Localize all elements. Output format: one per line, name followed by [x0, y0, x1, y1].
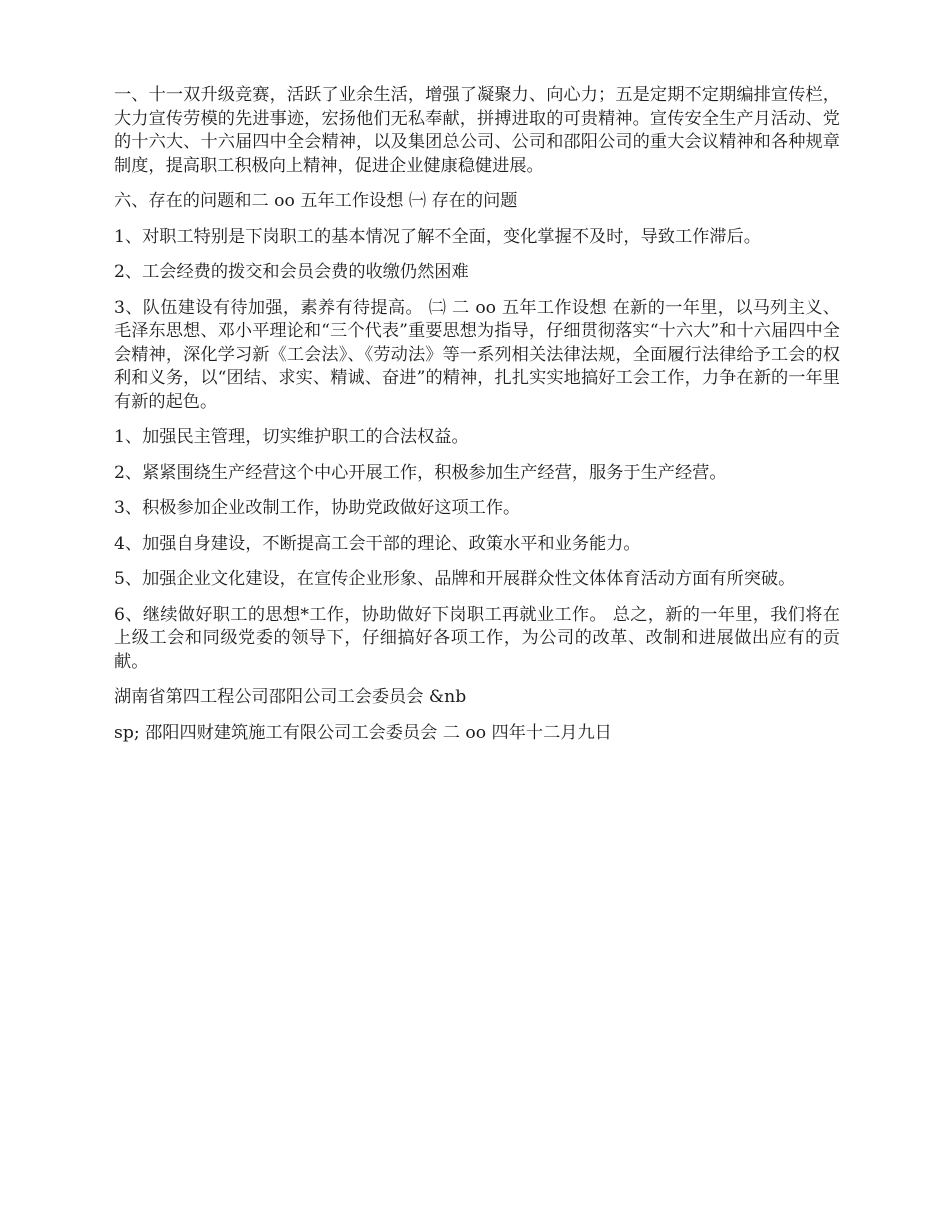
plan-item-1: 1、加强民主管理，切实维护职工的合法权益。 — [114, 427, 469, 447]
signature-line-2-date: sp; 邵阳四财建筑施工有限公司工会委员会 二 oo 四年十二月九日 — [114, 722, 612, 743]
plan-item-6-and-conclusion: 6、继续做好职工的思想*工作，协助做好下岗职工再就业工作。 总之，新的一年里，我们将在上级工会和同级党委的领导下，仔细搞好各项工作，为公司的改革、改制和进展做出应有的贡献。 — [114, 604, 840, 672]
section-heading-problems-and-plans: 六、存在的问题和二 oo 五年工作设想 ㈠ 存在的问题 — [114, 191, 518, 211]
plan-item-4: 4、加强自身建设，不断提高工会干部的理论、政策水平和业务能力。 — [114, 533, 641, 554]
problem-item-3-and-plan-intro: 3、队伍建设有待加强，素养有待提高。 ㈡ 二 oo 五年工作设想 在新的一年里，以马列主义、毛泽东思想、邓小平理论和“三个代表”重要思想为指导，仔细贯彻落实“十六大”和十六届四中全会精神，深化学习新《工会法》、《劳动法》等一系列相关法律法规，全面履行法律给予工会的权利和义务，以“团结、求实、精诚、奋进”的精神，扎扎实实地搞好工会工作，力争在新的一年里有新的起色。 — [114, 297, 840, 412]
plan-item-5: 5、加强企业文化建设，在宣传企业形象、品牌和开展群众性文体体育活动方面有所突破。 — [114, 569, 796, 589]
paragraph-activities-summary: 一、十一双升级竞赛，活跃了业余生活，增强了凝聚力、向心力；五是定期不定期编排宣传栏，大力宣传劳模的先进事迹，宏扬他们无私奉献，拼搏进取的可贵精神。宣传安全生产月活动、党的十六大、十六届四中全会精神，以及集团总公司、公司和邵阳公司的重大会议精神和各种规章制度，提高职工积极向上精神，促进企业健康稳健进展。 — [114, 85, 840, 176]
problem-item-2: 2、工会经费的拨交和会员会费的收缴仍然困难 — [114, 262, 469, 282]
plan-item-3: 3、积极参加企业改制工作，协助党政做好这项工作。 — [114, 498, 521, 518]
document-body — [114, 84, 840, 745]
plan-item-2: 2、紧紧围绕生产经营这个中心开展工作，积极参加生产经营，服务于生产经营。 — [114, 462, 727, 483]
signature-line-1: 湖南省第四工程公司邵阳公司工会委员会 &nb — [114, 687, 467, 707]
problem-item-1: 1、对职工特别是下岗职工的基本情况了解不全面，变化掌握不及时，导致工作滞后。 — [114, 226, 761, 247]
